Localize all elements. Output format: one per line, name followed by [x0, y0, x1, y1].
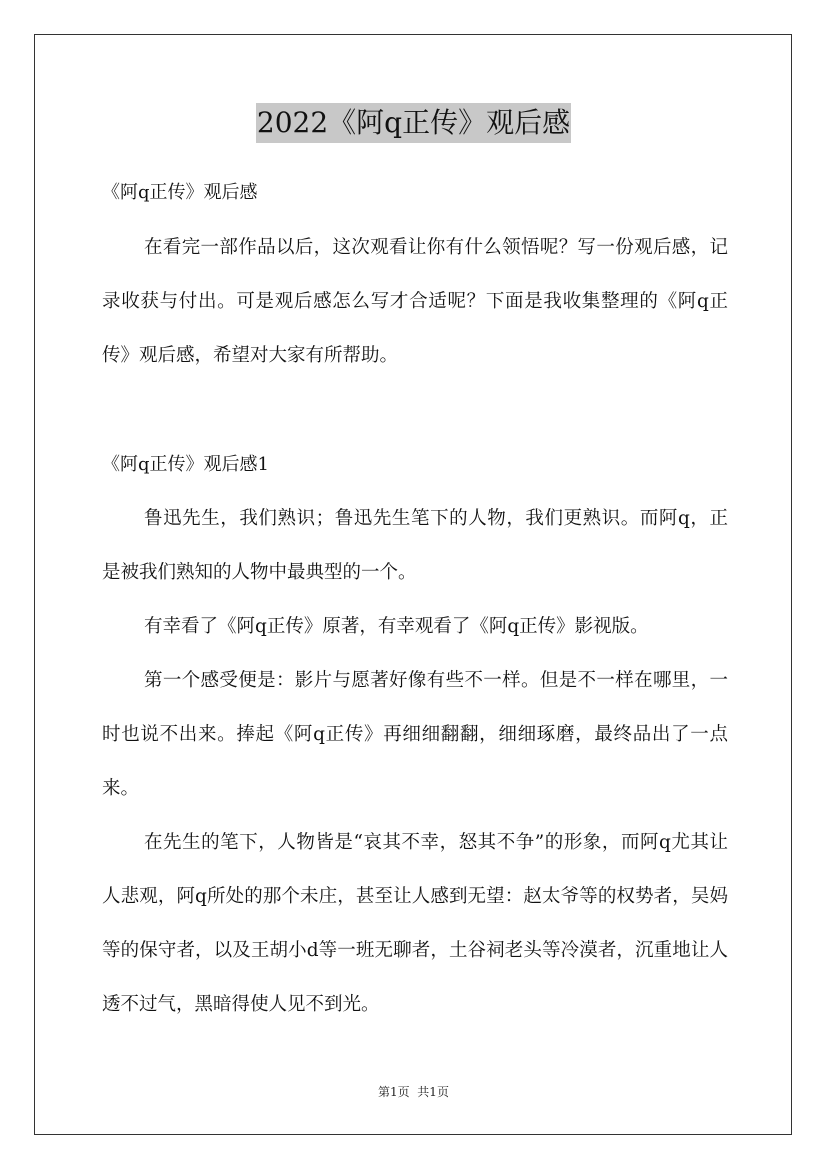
body-paragraph-1: 鲁迅先生，我们熟识；鲁迅先生笔下的人物，我们更熟识。而阿q，正是被我们熟知的人物中最典型的一个。 — [102, 508, 728, 583]
section-heading: 《阿q正传》观后感1 — [102, 454, 269, 475]
document-title-wrapper — [0, 103, 827, 143]
intro-paragraph: 在看完一部作品以后，这次观看让你有什么领悟呢？写一份观后感，记录收获与付出。可是观后感怎么写才合适呢？下面是我收集整理的《阿q正传》观后感，希望对大家有所帮助。 — [102, 237, 728, 366]
document-title: 2022《阿q正传》观后感 — [256, 103, 571, 143]
body-paragraph-4: 在先生的笔下，人物皆是“哀其不幸，怒其不争”的形象，而阿q尤其让人悲观，阿q所处的那个未庄，甚至让人感到无望：赵太爷等的权势者，吴妈等的保守者，以及王胡小d等一班无聊者，土谷祠老头等冷漠者，沉重地让人透不过气，黑暗得使人见不到光。 — [102, 832, 728, 1015]
page-number: 第1页 共1页 — [378, 1085, 449, 1099]
document-subtitle: 《阿q正传》观后感 — [102, 182, 258, 203]
body-paragraph-2: 有幸看了《阿q正传》原著，有幸观看了《阿q正传》影视版。 — [144, 616, 649, 637]
body-paragraph-3: 第一个感受便是：影片与愿著好像有些不一样。但是不一样在哪里，一时也说不出来。捧起《阿q正传》再细细翻翻，细细琢磨，最终品出了一点来。 — [102, 670, 728, 799]
page-footer — [0, 1084, 827, 1100]
